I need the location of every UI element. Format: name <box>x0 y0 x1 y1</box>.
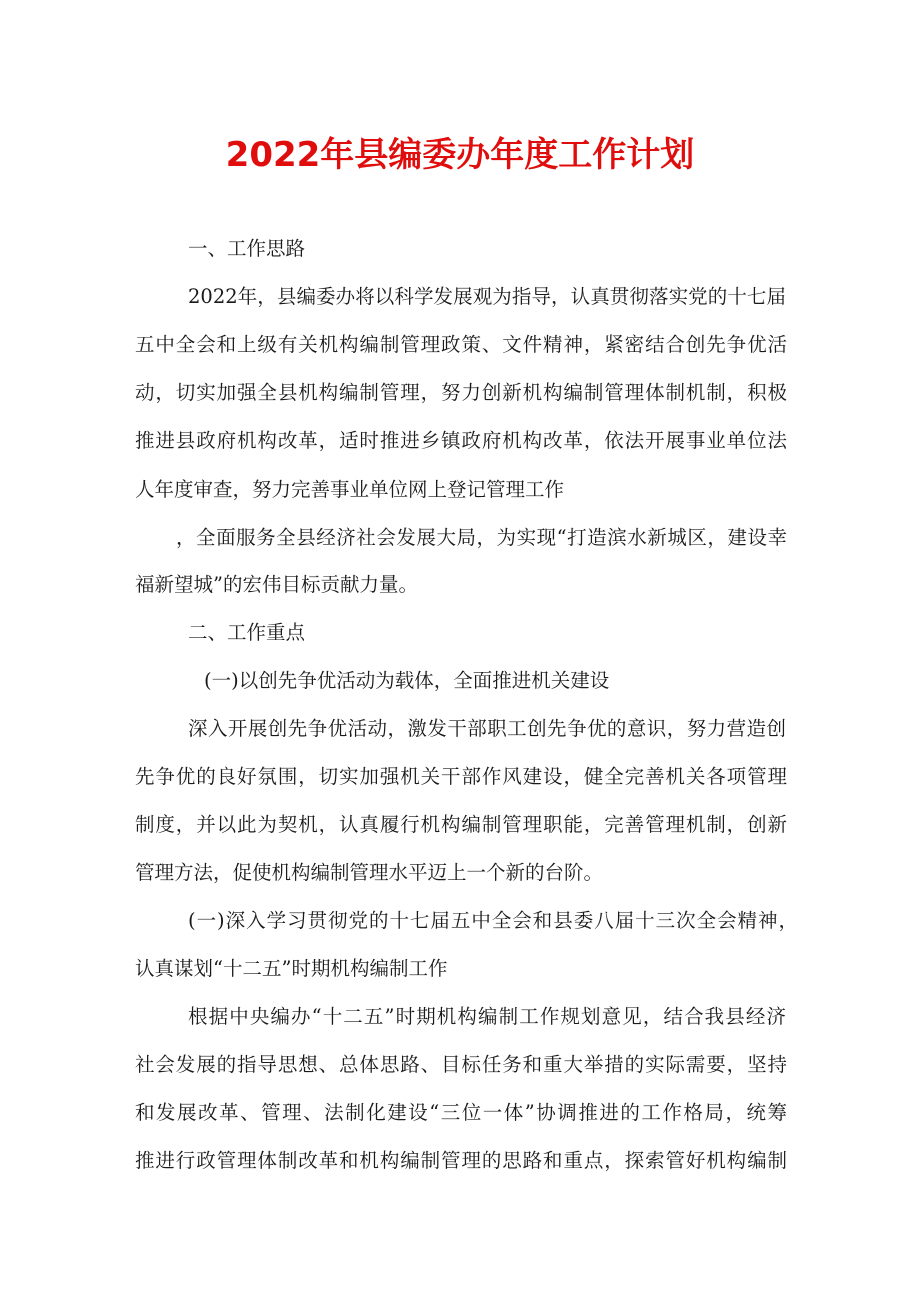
subsection-heading: (一)深入学习贯彻党的十七届五中全会和县委八届十三次全会精神， <box>188 909 798 932</box>
section-heading-2: 二、工作重点 <box>188 621 306 644</box>
paragraph-line: 先争优的良好氛围，切实加强机关干部作风建设，健全完善机关各项管理 <box>135 765 787 788</box>
paragraph-line: 管理方法，促使机构编制管理水平迈上一个新的台阶。 <box>135 861 604 884</box>
paragraph-line: 人年度审查，努力完善事业单位网上登记管理工作 <box>135 478 565 501</box>
paragraph-line: 2022年，县编委办将以科学发展观为指导，认真贯彻落实党的十七届 <box>188 285 786 308</box>
subsection-heading-continued: 认真谋划“十二五”时期机构编制工作 <box>135 957 448 980</box>
paragraph-line: 推进县政府机构改革，适时推进乡镇政府机构改革，依法开展事业单位法 <box>135 429 787 452</box>
paragraph-line: 动，切实加强全县机构编制管理，努力创新机构编制管理体制机制，积极 <box>135 381 787 404</box>
paragraph-line: 制度，并以此为契机，认真履行机构编制管理职能，完善管理机制，创新 <box>135 813 787 836</box>
paragraph-line: 根据中央编办“十二五”时期机构编制工作规划意见，结合我县经济 <box>188 1005 786 1028</box>
subsection-heading: (一)以创先争优活动为载体，全面推进机关建设 <box>204 669 610 692</box>
paragraph-line: 深入开展创先争优活动，激发干部职工创先争优的意识，努力营造创 <box>188 717 786 740</box>
paragraph-line: ，全面服务全县经济社会发展大局，为实现“打造滨水新城区，建设幸 <box>176 526 787 549</box>
document-title: 2022年县编委办年度工作计划 <box>225 135 695 175</box>
paragraph-line: 推进行政管理体制改革和机构编制管理的思路和重点，探索管好机构编制 <box>135 1149 787 1172</box>
paragraph-line: 社会发展的指导思想、总体思路、目标任务和重大举措的实际需要，坚持 <box>135 1053 787 1076</box>
paragraph-line: 福新望城”的宏伟目标贡献力量。 <box>135 573 418 596</box>
paragraph-line: 五中全会和上级有关机构编制管理政策、文件精神，紧密结合创先争优活 <box>135 333 787 356</box>
paragraph-line: 和发展改革、管理、法制化建设“三位一体”协调推进的工作格局，统筹 <box>135 1101 787 1124</box>
section-heading-1: 一、工作思路 <box>188 237 306 260</box>
